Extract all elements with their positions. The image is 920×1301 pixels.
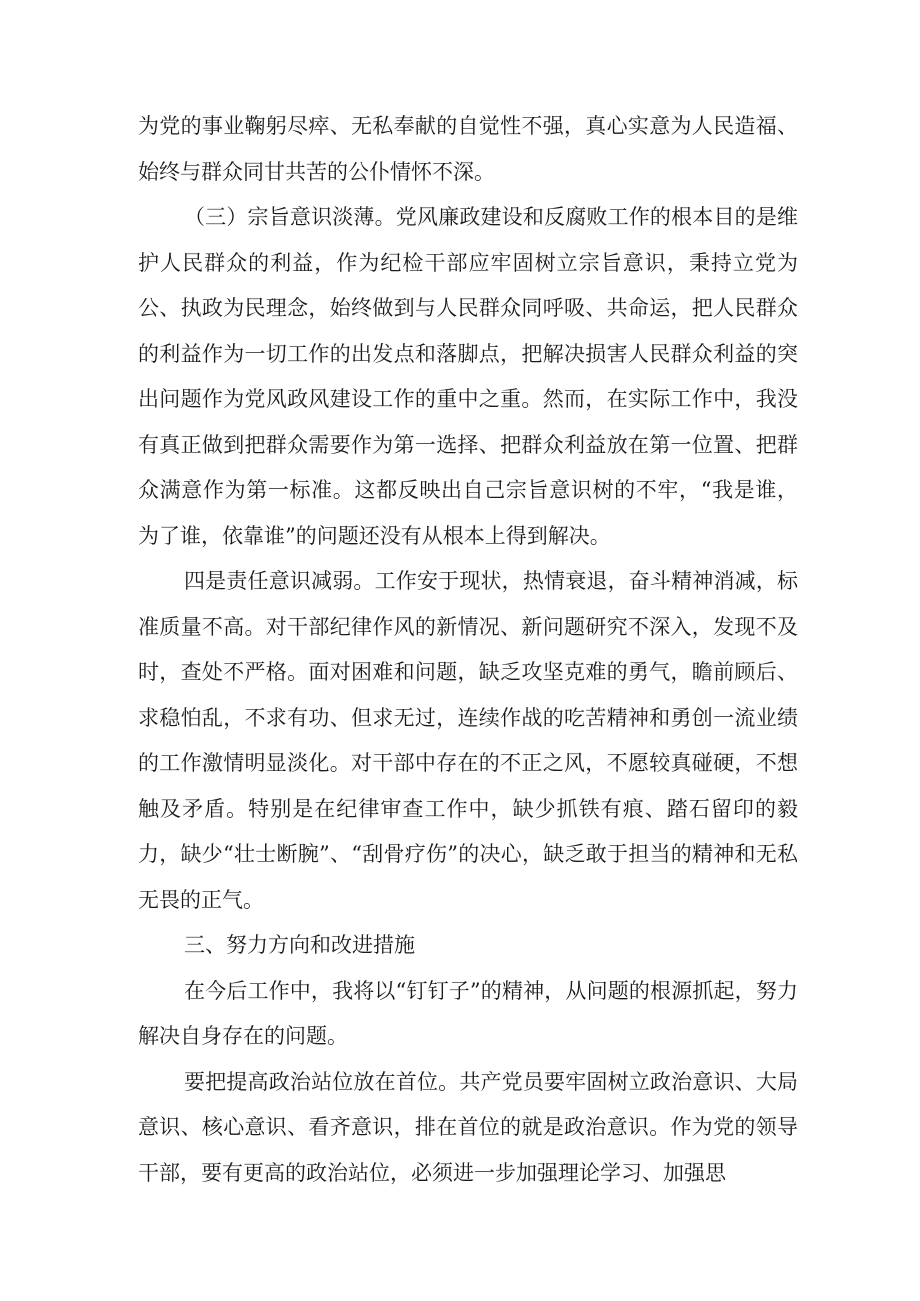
paragraph-responsibility-awareness: 四是责任意识减弱。工作安于现状，热情衰退，奋斗精神消减，标准质量不高。对干部纪律作风的新情况、新问题研究不深入，发现不及时，查处不严格。面对困难和问题，缺乏攻坚克难的勇气，瞻前顾后、求稳怕乱，不求有功、但求无过，连续作战的吃苦精神和勇创一流业绩的工作激情明显淡化。对干部中存在的不正之风，不愿较真碰硬，不想触及矛盾。特别是在纪律审查工作中，缺少抓铁有痕、踏石留印的毅力，缺少“壮士断腕”、“刮骨疗伤”的决心，缺乏敢于担当的精神和无私无畏的正气。 [138, 569, 798, 912]
paragraph-political-standing: 要把提高政治站位放在首位。共产党员要牢固树立政治意识、大局意识、核心意识、看齐意识，排在首位的就是政治意识。作为党的领导干部，要有更高的政治站位，必须进一步加强理论学习、加强思 [138, 1069, 798, 1185]
paragraph-future-work: 在今后工作中，我将以“钉钉子”的精神，从问题的根源抓起，努力解决自身存在的问题。 [138, 978, 798, 1048]
paragraph-continuation: 为党的事业鞠躬尽瘁、无私奉献的自觉性不强，真心实意为人民造福、始终与群众同甘共苦的公仆情怀不深。 [138, 114, 798, 184]
section-heading: 三、努力方向和改进措施 [184, 933, 415, 957]
paragraph-purpose-awareness: （三）宗旨意识淡薄。党风廉政建设和反腐败工作的根本目的是维护人民群众的利益，作为纪检干部应牢固树立宗旨意识，秉持立党为公、执政为民理念，始终做到与人民群众同呼吸、共命运，把人民群众的利益作为一切工作的出发点和落脚点，把解决损害人民群众利益的突出问题作为党风政风建设工作的重中之重。然而，在实际工作中，我没有真正做到把群众需要作为第一选择、把群众利益放在第一位置、把群众满意作为第一标准。这都反映出自己宗旨意识树的不牢，“我是谁，为了谁，依靠谁”的问题还没有从根本上得到解决。 [138, 205, 798, 548]
